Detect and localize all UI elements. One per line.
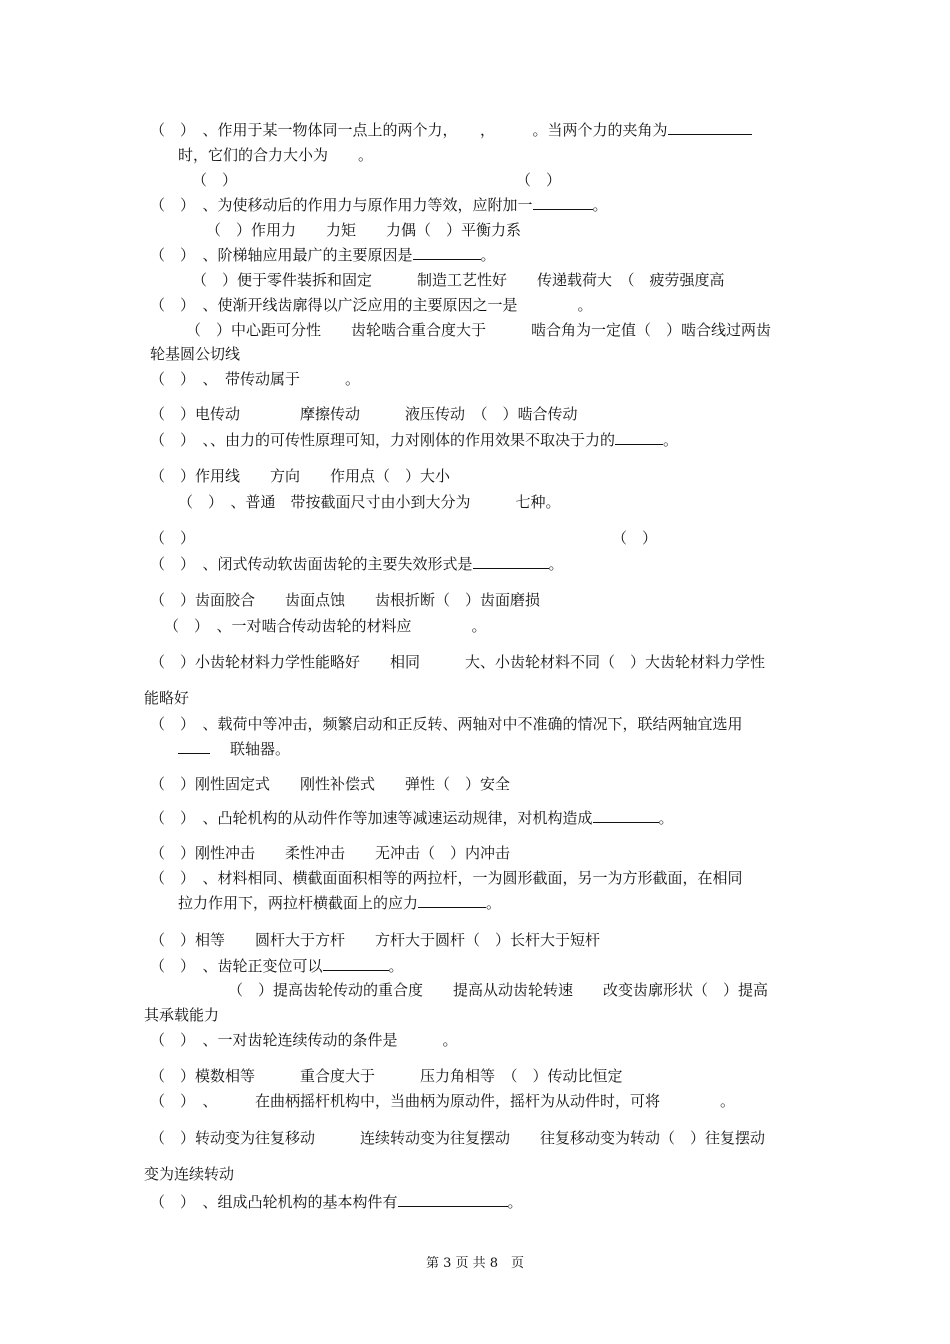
q6-options: （ ）作用线 方向 作用点（ ）大小 xyxy=(150,467,451,485)
answer-blank[interactable] xyxy=(593,808,659,823)
q10-text: （ ） 、载荷中等冲击，频繁启动和正反转、两轴对中不准确的情况下，联结两轴宜选用 xyxy=(150,715,743,733)
q2-options: （ ）作用力 力矩 力偶（ ）平衡力系 xyxy=(206,221,522,239)
answer-blank[interactable] xyxy=(178,739,210,754)
q15-options: （ ）转动变为往复移动 连续转动变为往复摆动 往复移动变为转动（ ）往复摆动 xyxy=(150,1129,766,1147)
answer-blank[interactable] xyxy=(323,956,389,971)
q8-options: （ ）齿面胶合 齿面点蚀 齿根折断（ ）齿面磨损 xyxy=(150,591,541,609)
q11-options: （ ）刚性冲击 柔性冲击 无冲击（ ）内冲击 xyxy=(150,844,511,862)
q10-options: （ ）刚性固定式 刚性补偿式 弹性（ ）安全 xyxy=(150,775,511,793)
q4-text: （ ） 、使渐开线齿廓得以广泛应用的主要原因之一是 。 xyxy=(150,296,593,314)
answer-blank[interactable] xyxy=(668,120,752,135)
bracket-left: （ ） xyxy=(192,171,238,189)
bracket-right: （ ） xyxy=(516,171,562,189)
q14-options: （ ）模数相等 重合度大于 压力角相等 （ ）传动比恒定 xyxy=(150,1067,623,1085)
bracket-left: （ ） xyxy=(150,529,196,547)
q16-text: （ ） 、组成凸轮机构的基本构件有 。 xyxy=(150,1193,523,1211)
q4-options: （ ）中心距可分性 齿轮啮合重合度大于 啮合角为一定值（ ）啮合线过两齿 xyxy=(186,321,772,339)
q6-text: （ ） 、、由力的可传性原理可知，力对刚体的作用效果不取决于力的 。 xyxy=(150,431,679,449)
q8-text: （ ） 、闭式传动软齿面齿轮的主要失效形式是 。 xyxy=(150,555,564,573)
q15-options-continuation: 变为连续转动 xyxy=(144,1165,235,1183)
q12-continuation: 拉力作用下，两拉杆横截面上的应力 。 xyxy=(178,894,502,912)
answer-blank[interactable] xyxy=(418,893,486,908)
q13-text: （ ） 、齿轮正变位可以 。 xyxy=(150,957,404,975)
q7-text: （ ） 、普通 带按截面尺寸由小到大分为 七种。 xyxy=(178,493,561,511)
q1-text: （ ） 、作用于某一物体同一点上的两个力， ， 。当两个力的夹角为 xyxy=(150,120,752,140)
answer-blank[interactable] xyxy=(398,1192,508,1207)
answer-blank[interactable] xyxy=(615,430,663,445)
q13-options: （ ）提高齿轮传动的重合度 提高从动齿轮转速 改变齿廓形状（ ）提高 xyxy=(228,981,769,999)
q11-text: （ ） 、凸轮机构的从动件作等加速等减速运动规律，对机构造成 。 xyxy=(150,809,674,827)
q3-text: （ ） 、阶梯轴应用最广的主要原因是 。 xyxy=(150,246,496,264)
q9-options-continuation: 能略好 xyxy=(144,689,190,707)
page-footer: 第 3 页 共 8 页 xyxy=(425,1256,525,1271)
answer-blank[interactable] xyxy=(473,554,549,569)
q2-text: （ ） 、为使移动后的作用力与原作用力等效，应附加一 。 xyxy=(150,196,608,214)
q4-options-continuation: 轮基圆公切线 xyxy=(150,345,241,363)
q14-text: （ ） 、一对齿轮连续传动的条件是 。 xyxy=(150,1031,458,1049)
q12-options: （ ）相等 圆杆大于方杆 方杆大于圆杆（ ）长杆大于短杆 xyxy=(150,931,601,949)
q13-options-continuation: 其承载能力 xyxy=(144,1006,220,1024)
bracket-right: （ ） xyxy=(612,529,658,547)
q9-options: （ ）小齿轮材料力学性能略好 相同 大、小齿轮材料不同（ ）大齿轮材料力学性 xyxy=(150,653,766,671)
q9-text: （ ） 、一对啮合传动齿轮的材料应 。 xyxy=(164,617,487,635)
answer-blank[interactable] xyxy=(533,195,593,210)
q12-text: （ ） 、材料相同、横截面面积相等的两拉杆，一为圆形截面，另一为方形截面，在相同 xyxy=(150,869,743,887)
q3-options: （ ）便于零件装拆和固定 制造工艺性好 传递载荷大 （ 疲劳强度高 xyxy=(192,271,725,289)
answer-blank[interactable] xyxy=(413,245,481,260)
q5-options: （ ）电传动 摩擦传动 液压传动 （ ）啮合传动 xyxy=(150,405,578,423)
q1-continuation: 时，它们的合力大小为 。 xyxy=(178,146,374,164)
q10-continuation: 联轴器。 xyxy=(178,739,290,759)
q5-text: （ ） 、 带传动属于 。 xyxy=(150,370,361,388)
q15-text: （ ） 、 在曲柄摇杆机构中，当曲柄为原动件，摇杆为从动件时，可将 。 xyxy=(150,1092,736,1110)
